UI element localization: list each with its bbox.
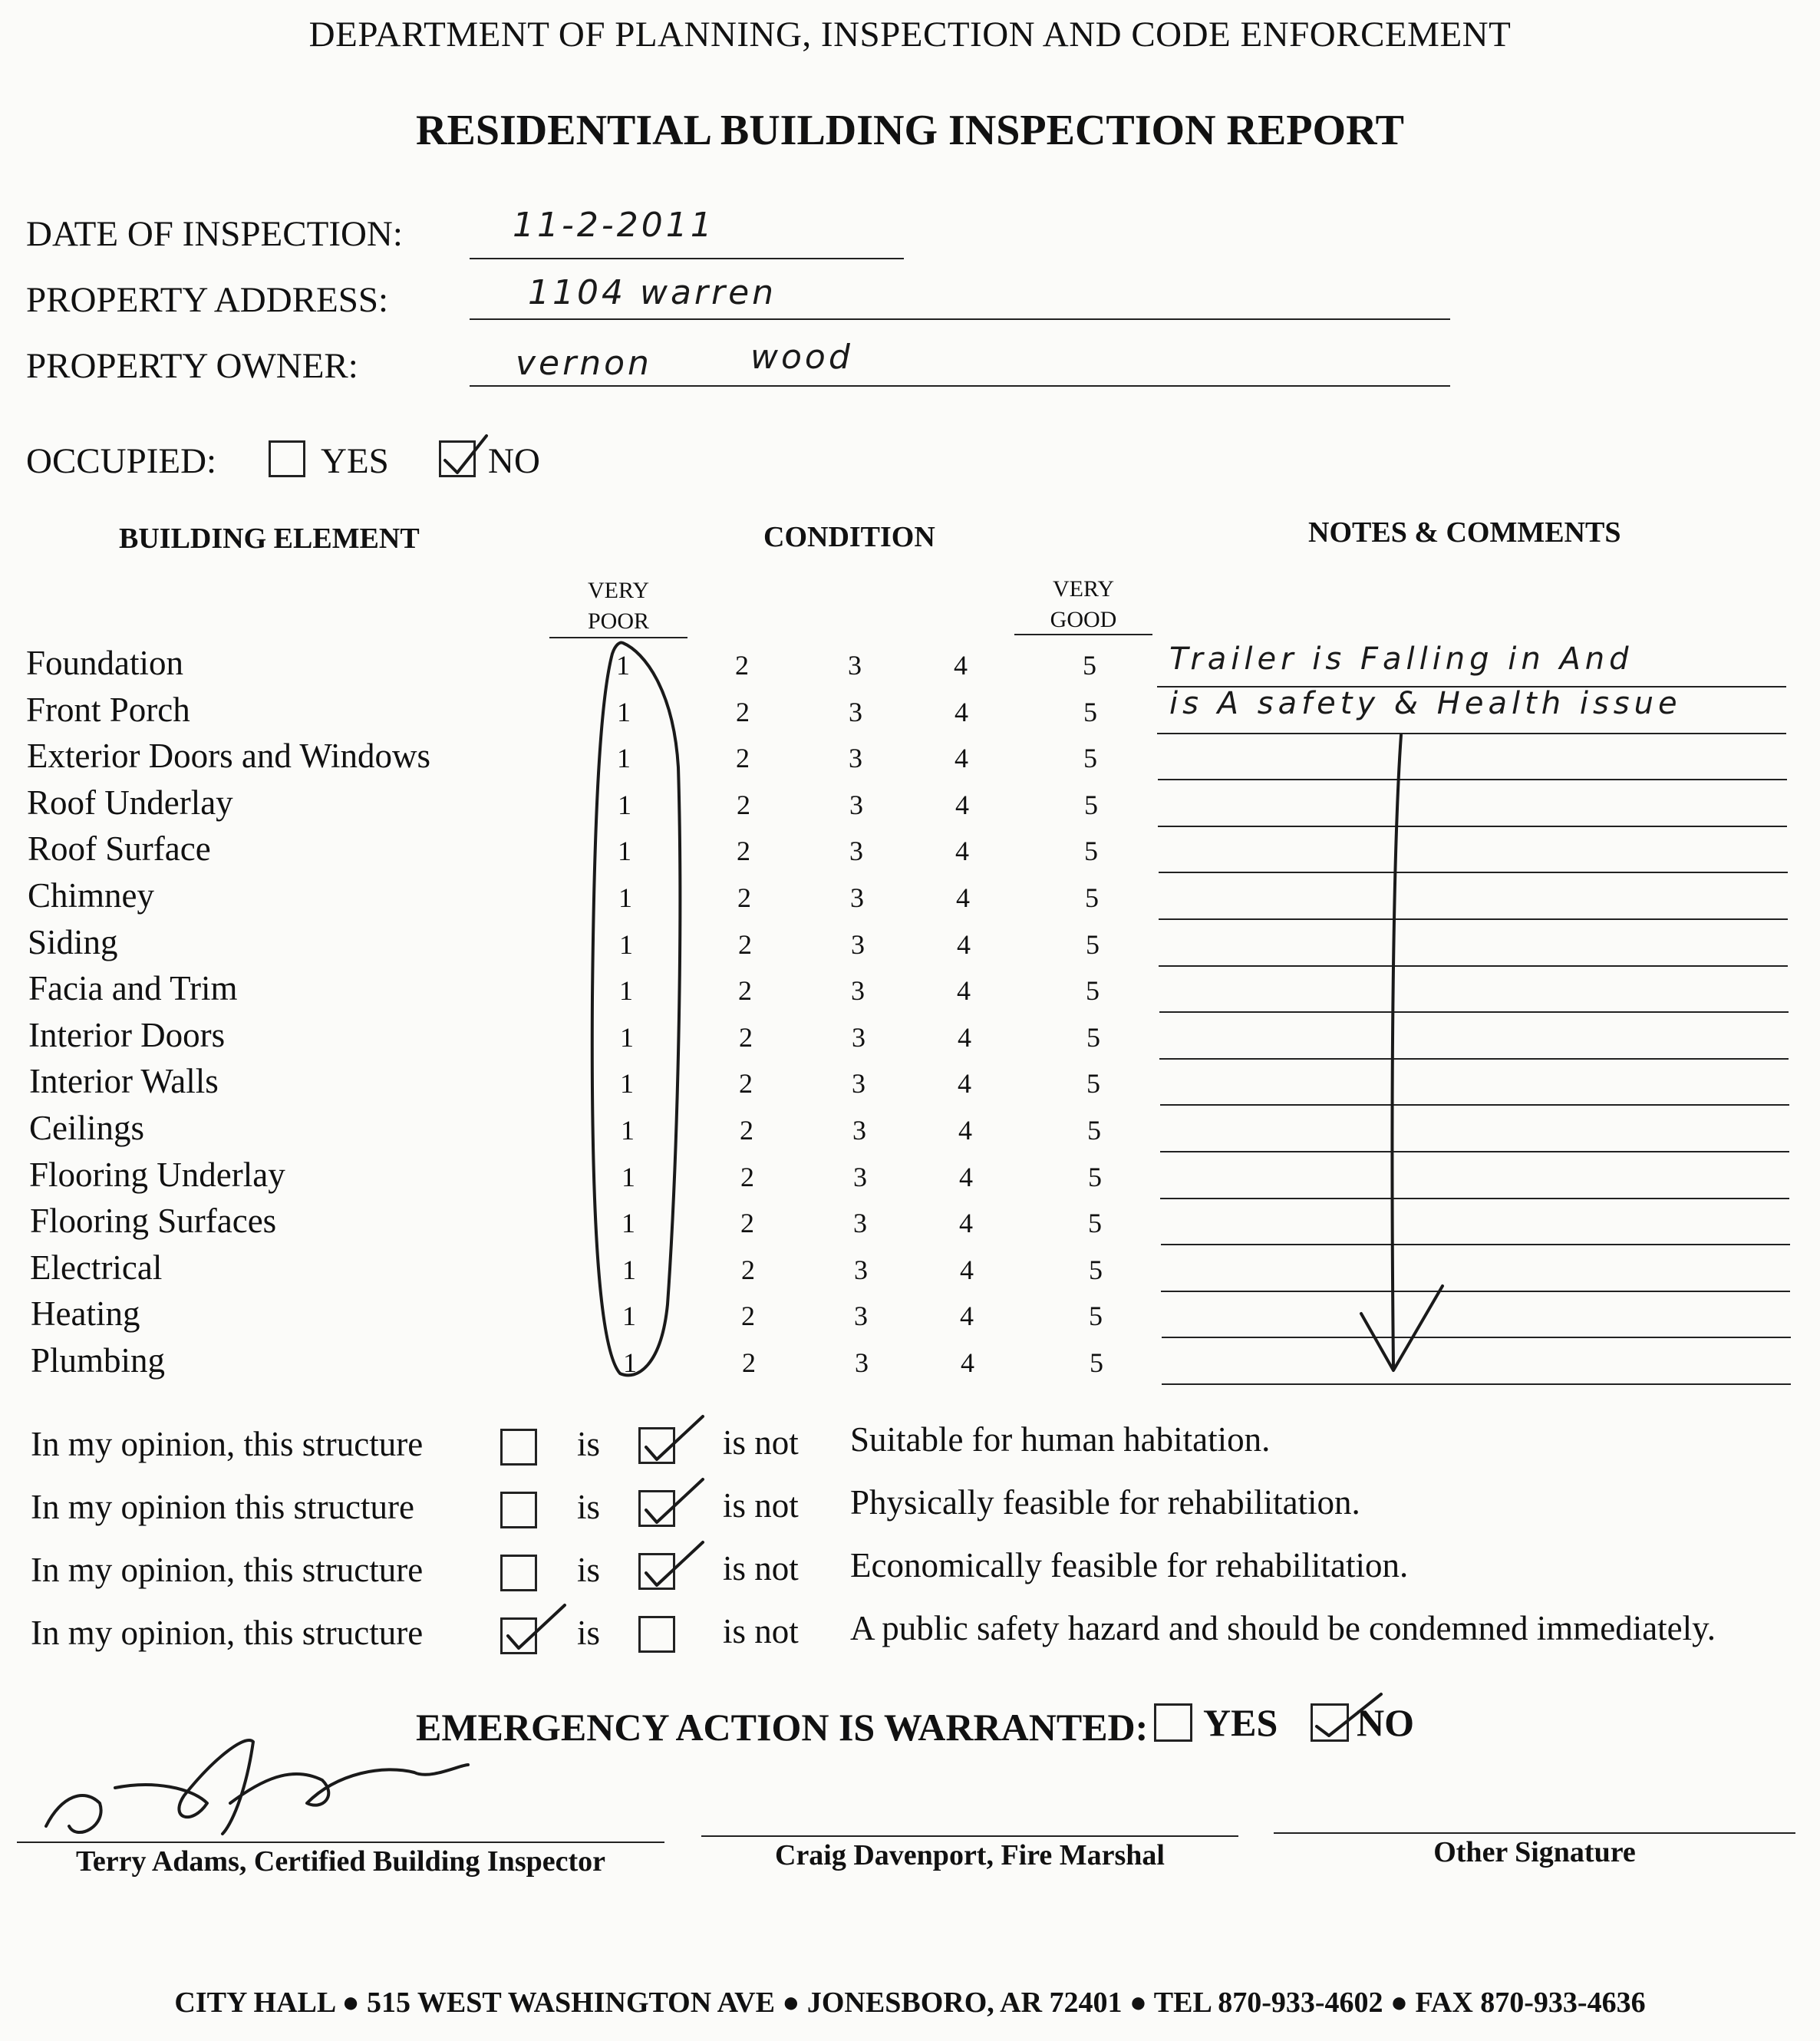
occupied-no-checkbox[interactable] (439, 440, 476, 477)
notes-line (1161, 1291, 1790, 1292)
rating-option-5[interactable]: 5 (1083, 743, 1097, 774)
emergency-yes-checkbox[interactable] (1154, 1703, 1192, 1742)
notes-line (1162, 1383, 1791, 1385)
building-element-name: Front Porch (26, 690, 190, 729)
rating-option-1[interactable]: 1 (619, 928, 633, 960)
very-good-label: VERY GOOD (1050, 576, 1117, 632)
rating-option-2[interactable]: 2 (738, 975, 752, 1007)
footer-address: CITY HALL ● 515 WEST WASHINGTON AVE ● JONESBORO, AR 72401 ● TEL 870-933-4602 ● FAX 870-933-4636 (174, 1987, 1646, 2019)
building-element-name: Chimney (28, 876, 154, 915)
rating-option-5[interactable]: 5 (1088, 1208, 1102, 1239)
rating-option-3[interactable]: 3 (848, 650, 862, 681)
rating-option-3[interactable]: 3 (849, 789, 863, 820)
notes-line (1159, 872, 1788, 873)
building-element-name: Heating (31, 1294, 140, 1334)
notes-text-line[interactable]: is A safety & Health issue (1169, 686, 1682, 721)
rating-option-3[interactable]: 3 (852, 1068, 865, 1100)
very-good-underline (1014, 634, 1152, 635)
notes-arrow-head (1361, 1286, 1442, 1370)
rating-option-5[interactable]: 5 (1088, 1161, 1102, 1192)
rating-option-5[interactable]: 5 (1086, 928, 1100, 960)
rating-option-3[interactable]: 3 (851, 975, 865, 1007)
rating-option-5[interactable]: 5 (1090, 1347, 1103, 1378)
rating-option-5[interactable]: 5 (1084, 836, 1098, 867)
notes-arrow-shaft (1392, 735, 1401, 1367)
rating-option-2[interactable]: 2 (735, 650, 749, 681)
opinion-is-not-label: is not (723, 1549, 799, 1588)
emergency-no-label: NO (1357, 1701, 1414, 1744)
opinion-is-label: is (577, 1488, 601, 1526)
notes-line (1159, 965, 1788, 967)
opinion-is-not-label: is not (723, 1423, 799, 1462)
opinion-is-not-checkbox[interactable] (638, 1616, 675, 1653)
rating-option-3[interactable]: 3 (850, 882, 864, 913)
rating-option-1[interactable]: 1 (618, 836, 631, 867)
rating-option-4[interactable]: 4 (955, 836, 969, 867)
building-element-name: Interior Doors (28, 1015, 226, 1054)
rating-option-2[interactable]: 2 (741, 1301, 755, 1332)
rating-option-1[interactable]: 1 (619, 975, 633, 1007)
opinion-is-checkbox[interactable] (500, 1555, 537, 1591)
rating-option-4[interactable]: 4 (955, 696, 968, 727)
opinion-statement: Suitable for human habitation. (850, 1420, 1271, 1459)
notes-line (1158, 779, 1787, 780)
rating-option-4[interactable]: 4 (958, 1115, 972, 1146)
rating-option-4[interactable]: 4 (960, 1254, 974, 1285)
notes-line (1158, 826, 1787, 827)
opinion-is-label: is (577, 1614, 601, 1652)
rating-option-1[interactable]: 1 (617, 743, 631, 774)
notes-line (1159, 1011, 1789, 1013)
notes-text-line[interactable]: Trailer is Falling in And (1169, 641, 1634, 677)
opinion-lead: In my opinion, this structure (31, 1614, 424, 1652)
rating-option-2[interactable]: 2 (740, 1161, 754, 1192)
rating-option-3[interactable]: 3 (849, 743, 862, 774)
rating-option-2[interactable]: 2 (740, 1115, 753, 1146)
department-name: DEPARTMENT OF PLANNING, INSPECTION AND CODE ENFORCEMENT (308, 15, 1512, 54)
notes-line (1159, 1058, 1789, 1060)
rating-option-1[interactable]: 1 (618, 789, 631, 820)
date-value[interactable]: 11-2-2011 (513, 206, 715, 245)
rating-option-5[interactable]: 5 (1085, 882, 1099, 913)
opinion-statement: Physically feasible for rehabilitation. (850, 1483, 1360, 1522)
rating-option-4[interactable]: 4 (957, 928, 971, 960)
date-underline (470, 258, 904, 259)
rating-option-1[interactable]: 1 (620, 1021, 634, 1053)
address-label: PROPERTY ADDRESS: (26, 280, 389, 320)
very-poor-label: VERY POOR (587, 578, 650, 634)
fire-marshal-signature-line (701, 1835, 1238, 1837)
owner-label: PROPERTY OWNER: (26, 346, 358, 386)
rating-option-2[interactable]: 2 (736, 696, 750, 727)
building-element-name: Electrical (30, 1248, 163, 1287)
other-signature-line (1274, 1832, 1795, 1834)
rating-option-4[interactable]: 4 (959, 1208, 973, 1239)
rating-option-2[interactable]: 2 (737, 836, 750, 867)
owner-first-name[interactable]: vernon (516, 344, 652, 383)
rating-option-1[interactable]: 1 (622, 1161, 635, 1192)
rating-option-5[interactable]: 5 (1087, 1115, 1101, 1146)
inspector-name: Terry Adams, Certified Building Inspector (76, 1845, 605, 1878)
building-element-name: Exterior Doors and Windows (27, 737, 431, 776)
inspector-signature (46, 1740, 468, 1834)
owner-underline (470, 385, 1450, 387)
opinion-is-not-label: is not (723, 1486, 799, 1525)
rating-option-1[interactable]: 1 (622, 1301, 636, 1332)
rating-option-4[interactable]: 4 (958, 1021, 971, 1053)
building-element-name: Facia and Trim (28, 969, 238, 1008)
rating-option-3[interactable]: 3 (852, 1115, 866, 1146)
occupied-yes-label: YES (321, 441, 389, 481)
opinion-lead: In my opinion, this structure (31, 1551, 424, 1589)
notes-line (1159, 918, 1788, 920)
notes-line (1160, 1151, 1789, 1152)
building-element-header: BUILDING ELEMENT (119, 523, 420, 555)
building-element-name: Roof Underlay (27, 783, 233, 822)
rating-option-2[interactable]: 2 (738, 928, 752, 960)
notes-line (1161, 1244, 1790, 1245)
emergency-label: EMERGENCY ACTION IS WARRANTED: (416, 1706, 1149, 1749)
rating-option-3[interactable]: 3 (849, 696, 862, 727)
building-element-name: Ceilings (29, 1109, 145, 1147)
opinion-statement: Economically feasible for rehabilitation. (850, 1546, 1409, 1584)
rating-option-5[interactable]: 5 (1083, 650, 1096, 681)
inspector-signature-line (17, 1842, 664, 1843)
rating-option-2[interactable]: 2 (741, 1254, 755, 1285)
rating-option-1[interactable]: 1 (620, 1068, 634, 1100)
notes-header: NOTES & COMMENTS (1308, 516, 1621, 549)
notes-line (1157, 733, 1786, 734)
opinion-is-checkbox[interactable] (500, 1617, 537, 1654)
emergency-no-checkbox[interactable] (1311, 1703, 1349, 1742)
notes-line (1160, 1198, 1789, 1199)
rating-option-4[interactable]: 4 (961, 1347, 974, 1378)
rating-option-1[interactable]: 1 (623, 1347, 637, 1378)
rating-option-4[interactable]: 4 (956, 882, 970, 913)
opinion-is-not-checkbox[interactable] (638, 1490, 675, 1527)
rating-option-4[interactable]: 4 (955, 743, 968, 774)
building-element-name: Interior Walls (29, 1062, 219, 1101)
owner-last-name[interactable]: wood (750, 338, 853, 377)
opinion-lead: In my opinion, this structure (31, 1425, 424, 1463)
building-element-name: Foundation (26, 644, 184, 682)
address-underline (470, 318, 1450, 320)
date-label: DATE OF INSPECTION: (26, 214, 403, 254)
rating-option-5[interactable]: 5 (1089, 1301, 1103, 1332)
opinion-is-not-label: is not (723, 1612, 799, 1650)
rating-option-3[interactable]: 3 (853, 1161, 867, 1192)
building-element-name: Plumbing (31, 1341, 166, 1380)
rating-option-3[interactable]: 3 (849, 836, 863, 867)
rating-option-1[interactable]: 1 (622, 1254, 636, 1285)
rating-option-1[interactable]: 1 (622, 1208, 635, 1239)
rating-option-4[interactable]: 4 (957, 975, 971, 1007)
rating-option-4[interactable]: 4 (955, 789, 969, 820)
rating-option-4[interactable]: 4 (954, 650, 968, 681)
rating-option-5[interactable]: 5 (1083, 696, 1097, 727)
address-value[interactable]: 1104 warren (528, 273, 777, 312)
rating-option-3[interactable]: 3 (851, 928, 865, 960)
building-element-name: Flooring Surfaces (30, 1202, 277, 1241)
rating-option-3[interactable]: 3 (855, 1347, 869, 1378)
opinion-statement: A public safety hazard and should be condemned immediately. (850, 1609, 1716, 1647)
report-title: RESIDENTIAL BUILDING INSPECTION REPORT (416, 107, 1404, 154)
building-element-name: Siding (28, 922, 118, 961)
rating-option-2[interactable]: 2 (737, 882, 751, 913)
rating-option-4[interactable]: 4 (958, 1068, 971, 1100)
rating-option-2[interactable]: 2 (736, 743, 750, 774)
building-element-name: Roof Surface (28, 829, 211, 869)
rating-option-3[interactable]: 3 (854, 1301, 868, 1332)
opinion-is-not-checkbox[interactable] (638, 1553, 675, 1590)
rating-option-3[interactable]: 3 (852, 1021, 865, 1053)
rating-option-1[interactable]: 1 (621, 1115, 635, 1146)
emergency-yes-label: YES (1203, 1701, 1278, 1744)
notes-line (1162, 1337, 1791, 1338)
rating-option-5[interactable]: 5 (1084, 789, 1098, 820)
opinion-is-checkbox[interactable] (500, 1429, 537, 1466)
opinion-is-not-checkbox[interactable] (638, 1427, 675, 1464)
occupied-yes-checkbox[interactable] (269, 440, 305, 477)
very-poor-underline (549, 637, 687, 638)
rating-option-3[interactable]: 3 (854, 1254, 868, 1285)
fire-marshal-name: Craig Davenport, Fire Marshal (775, 1839, 1165, 1871)
rating-option-1[interactable]: 1 (616, 650, 630, 681)
rating-option-2[interactable]: 2 (739, 1068, 753, 1100)
rating-option-5[interactable]: 5 (1089, 1254, 1103, 1285)
rating-option-5[interactable]: 5 (1086, 1021, 1100, 1053)
opinion-lead: In my opinion this structure (31, 1488, 414, 1526)
rating-option-1[interactable]: 1 (618, 882, 632, 913)
rating-option-2[interactable]: 2 (742, 1347, 756, 1378)
opinion-is-label: is (577, 1425, 601, 1463)
rating-option-4[interactable]: 4 (959, 1161, 973, 1192)
building-element-name: Flooring Underlay (29, 1155, 285, 1194)
opinion-is-label: is (577, 1551, 601, 1589)
occupied-label: OCCUPIED: (26, 441, 217, 481)
occupied-no-label: NO (488, 441, 540, 481)
rating-option-2[interactable]: 2 (740, 1208, 754, 1239)
rating-option-3[interactable]: 3 (853, 1208, 867, 1239)
rating-option-1[interactable]: 1 (617, 696, 631, 727)
opinion-is-checkbox[interactable] (500, 1492, 537, 1528)
notes-line (1160, 1104, 1789, 1106)
condition-header: CONDITION (763, 521, 935, 553)
rating-option-5[interactable]: 5 (1086, 1068, 1100, 1100)
rating-option-4[interactable]: 4 (960, 1301, 974, 1332)
rating-option-2[interactable]: 2 (739, 1021, 753, 1053)
other-signature-label: Other Signature (1433, 1836, 1636, 1868)
rating-option-2[interactable]: 2 (737, 789, 750, 820)
rating-option-5[interactable]: 5 (1086, 975, 1100, 1007)
